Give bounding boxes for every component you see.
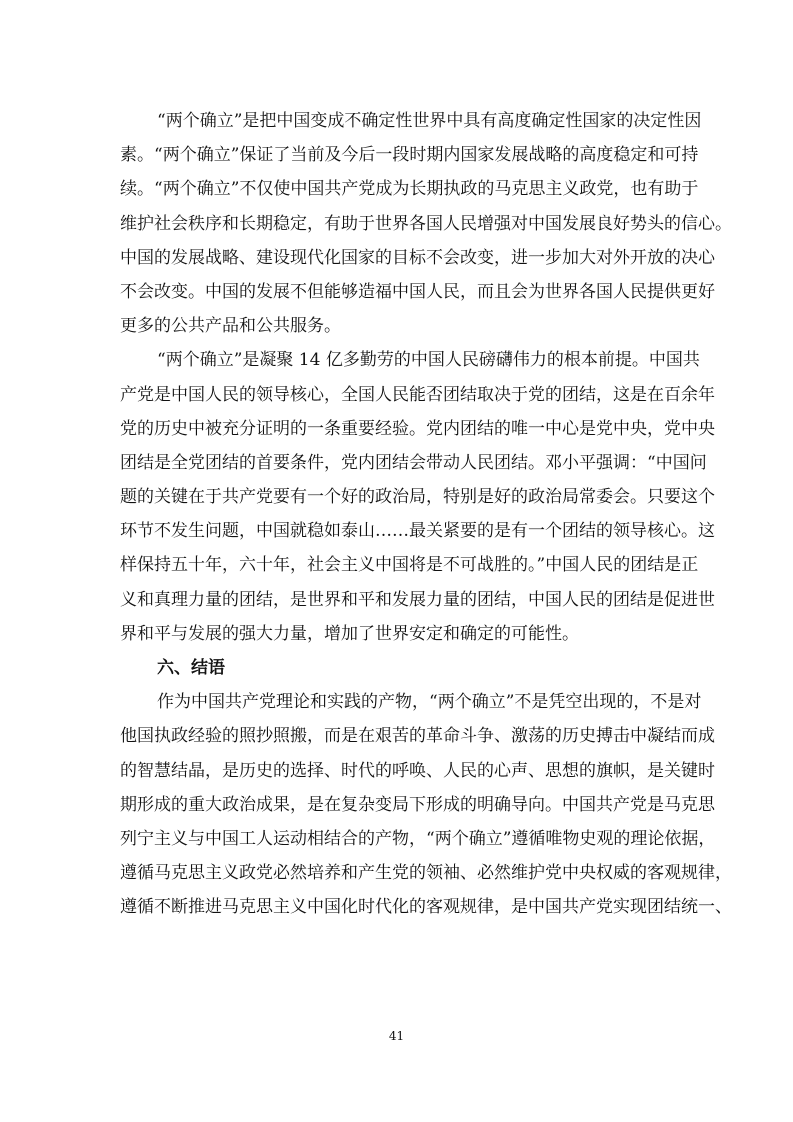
text-line: 列宁主义与中国工人运动相结合的产物，“两个确立”遵循唯物史观的理论依据，	[120, 828, 716, 849]
text-line: 样保持五十年，六十年，社会主义中国将是不可战胜的。”中国人民的团结是正	[120, 555, 699, 576]
text-line: 不会改变。中国的发展不但能够造福中国人民，而且会为世界各国人民提供更好	[120, 281, 715, 302]
text-line: 期形成的重大政治成果，是在复杂变局下形成的明确导向。中国共产党是马克思	[120, 794, 715, 815]
paragraph-two-establishments-unity	[120, 343, 715, 651]
text-line: “两个确立”是把中国变成不确定性世界中具有高度确定性国家的决定性因	[157, 111, 702, 131]
text-line: “两个确立”是凝聚 14 亿多勤劳的中国人民磅礴伟力的根本前提。中国共	[157, 350, 700, 371]
text-line: 题的关键在于共产党要有一个好的政治局，特别是好的政治局常委会。只要这个	[120, 487, 715, 508]
text-line: 产党是中国人民的领导核心，全国人民能否团结取决于党的团结，这是在百余年	[120, 384, 715, 405]
text-line: 更多的公共产品和公共服务。	[120, 316, 341, 337]
text-line: 续。“两个确立”不仅使中国共产党成为长期执政的马克思主义政党，也有助于	[120, 179, 699, 200]
text-line: 环节不发生问题，中国就稳如泰山……最关紧要的是有一个团结的领导核心。这	[120, 521, 715, 542]
text-line: 的智慧结晶，是历史的选择、时代的呼唤、人民的心声、思想的旗帜，是关键时	[120, 760, 715, 781]
text-line: 遵循不断推进马克思主义中国化时代化的客观规律，是中国共产党实现团结统一、	[120, 897, 732, 918]
section-heading-conclusion: 六、结语	[157, 658, 225, 678]
text-line: 素。“两个确立”保证了当前及今后一段时期内国家发展战略的高度稳定和可持	[120, 145, 699, 166]
text-line: 维护社会秩序和长期稳定，有助于世界各国人民增强对中国发展良好势头的信心。	[120, 213, 732, 234]
text-line: 界和平与发展的强大力量，增加了世界安定和确定的可能性。	[120, 623, 579, 644]
paragraph-conclusion	[120, 685, 732, 924]
page-number: 41	[388, 1029, 405, 1043]
text-line: 他国执政经验的照抄照搬，而是在艰苦的革命斗争、激荡的历史搏击中凝结而成	[120, 726, 715, 747]
text-line: 义和真理力量的团结，是世界和平和发展力量的团结，中国人民的团结是促进世	[120, 589, 715, 610]
text-line: 作为中国共产党理论和实践的产物，“两个确立”不是凭空出现的，不是对	[157, 692, 702, 713]
text-line: 中国的发展战略、建设现代化国家的目标不会改变，进一步加大对外开放的决心	[120, 247, 715, 268]
text-line: 遵循马克思主义政党必然培养和产生党的领袖、必然维护党中央权威的客观规律，	[120, 863, 732, 884]
paragraph-two-establishments-certainty	[120, 104, 732, 343]
text-line: 团结是全党团结的首要条件，党内团结会带动人民团结。邓小平强调：“中国问	[120, 452, 707, 473]
body-text	[120, 104, 732, 925]
text-line: 党的历史中被充分证明的一条重要经验。党内团结的唯一中心是党中央，党中央	[120, 418, 715, 439]
